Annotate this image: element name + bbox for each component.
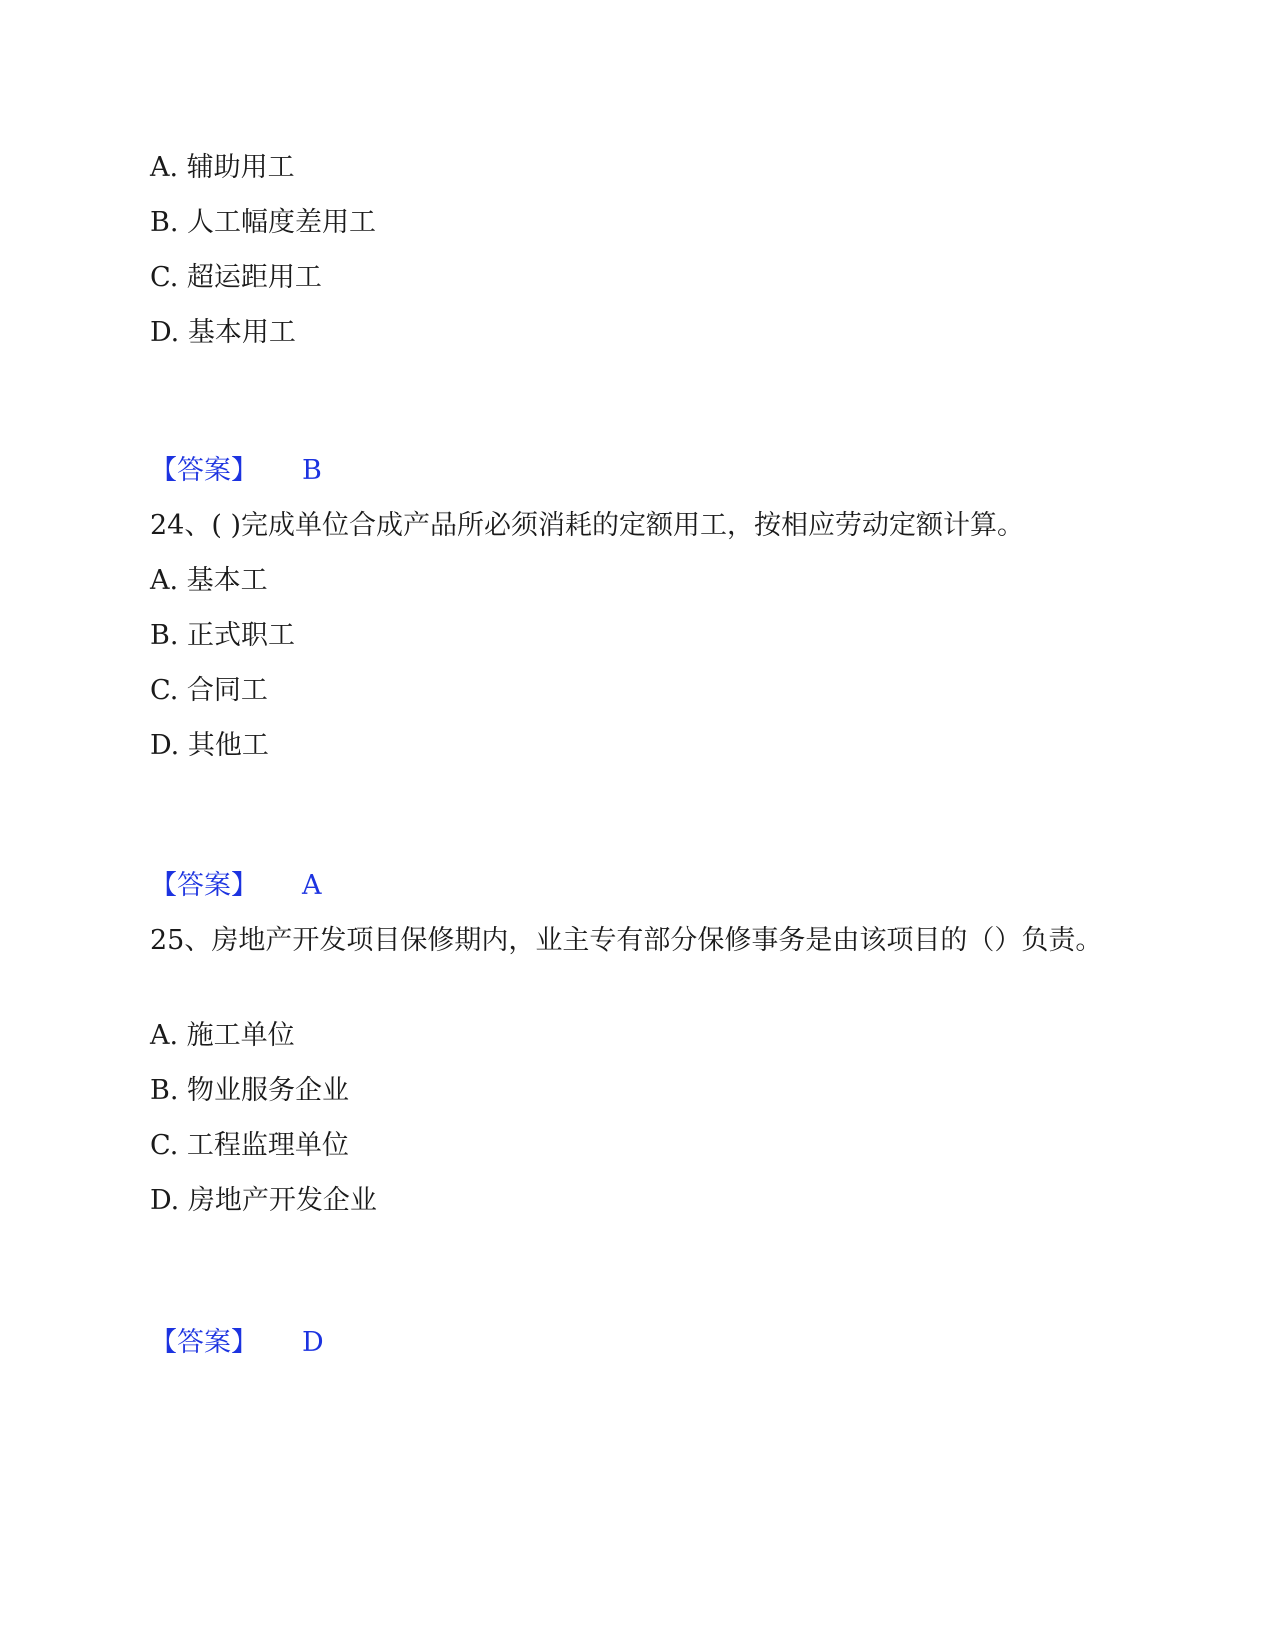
q25-answer [150,1325,324,1361]
q23-option-d: D. 基本用工 [150,317,296,348]
answer-label: 【答案】 [150,1327,258,1358]
q23-answer [150,453,322,489]
q23-option-c: C. 超运距用工 [150,262,322,293]
q24-option-a: A. 基本工 [150,565,268,596]
q25-option-d: D. 房地产开发企业 [150,1185,377,1216]
answer-label: 【答案】 [150,455,258,486]
q24-option-b: B. 正式职工 [150,620,296,651]
q25-option-a: A. 施工单位 [150,1020,295,1051]
q23-option-a: A. 辅助用工 [150,152,295,183]
answer-label: 【答案】 [150,870,258,901]
answer-value: A [302,870,322,901]
q25-question: 25、房地产开发项目保修期内，业主专有部分保修事务是由该项目的（）负责。 [150,925,1103,956]
q24-option-d: D. 其他工 [150,730,269,761]
q25-option-b: B. 物业服务企业 [150,1075,350,1106]
answer-value: B [302,455,322,486]
q24-answer [150,868,322,904]
q24-option-c: C. 合同工 [150,675,268,706]
q25-option-c: C. 工程监理单位 [150,1130,349,1161]
q23-option-b: B. 人工幅度差用工 [150,207,377,238]
answer-value: D [302,1327,324,1358]
q24-question: 24、( )完成单位合成产品所必须消耗的定额用工，按相应劳动定额计算。 [150,510,1025,541]
